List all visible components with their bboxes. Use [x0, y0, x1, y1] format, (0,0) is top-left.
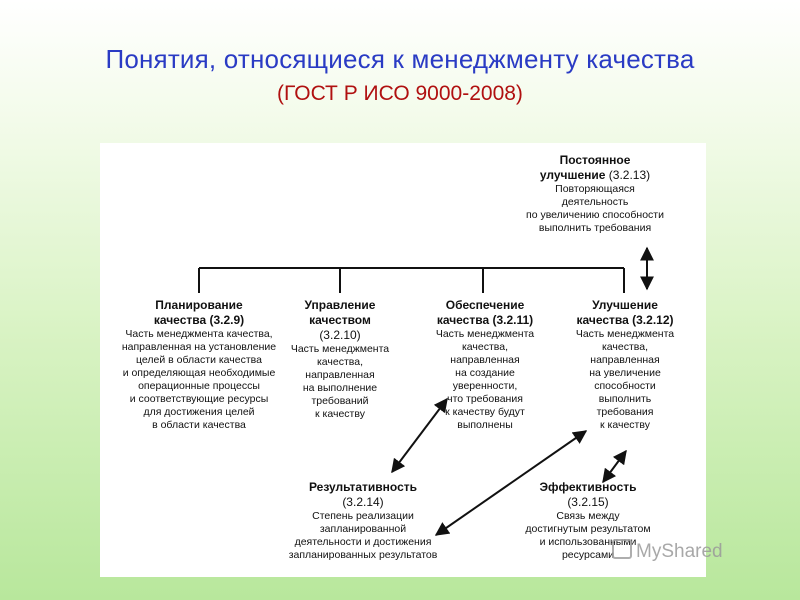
node-quality-control-name-2: качеством	[309, 313, 371, 327]
node-effectiveness-desc-line: Степень реализации	[312, 510, 414, 522]
node-effectiveness	[263, 480, 463, 562]
node-quality-improvement-desc-line: требования	[596, 406, 654, 418]
node-efficiency-desc-line: и использованными	[539, 536, 637, 548]
node-quality-planning-desc-line: направленная на установление	[121, 341, 277, 353]
node-quality-improvement	[562, 298, 688, 432]
node-quality-assurance-name-2: качества	[436, 313, 490, 327]
node-continual-improvement-desc	[490, 183, 700, 235]
node-quality-improvement-desc-line: Часть менеджмента	[575, 328, 675, 340]
node-quality-improvement-desc-line: к качеству	[600, 419, 650, 431]
node-quality-planning-desc-line: целей в области качества	[136, 354, 262, 366]
node-quality-planning-ref: (3.2.9)	[209, 313, 245, 327]
node-quality-control	[290, 298, 390, 421]
node-quality-planning-desc-line: операционные процессы	[138, 380, 260, 392]
node-quality-planning-desc-line: Часть менеджмента качества,	[125, 328, 273, 340]
node-quality-improvement-desc-line: направленная	[590, 354, 660, 366]
node-quality-assurance-desc-line: что требования	[447, 393, 523, 405]
node-efficiency-ref: (3.2.15)	[567, 495, 609, 509]
node-quality-planning-name-2: качества	[153, 313, 207, 327]
node-quality-improvement-desc-line: на увеличение	[589, 367, 661, 379]
node-effectiveness-name: Результативность	[308, 480, 418, 494]
node-continual-improvement-desc-line: выполнить требования	[538, 222, 652, 234]
node-quality-assurance-desc-line: на создание	[455, 367, 515, 379]
watermark	[612, 539, 723, 563]
node-continual-improvement-ref: (3.2.13)	[608, 168, 651, 182]
node-quality-assurance-desc-line: к качеству будут	[445, 406, 525, 418]
node-efficiency-name: Эффективность	[539, 480, 637, 494]
node-quality-control-desc	[290, 343, 390, 421]
watermark-text: MyShared	[636, 541, 723, 562]
node-quality-assurance-desc	[430, 328, 540, 432]
node-quality-planning-desc	[104, 328, 294, 432]
node-quality-improvement-desc	[562, 328, 688, 432]
node-quality-assurance-desc-line: направленная	[450, 354, 520, 366]
node-quality-planning-desc-line: и определяющая необходимые	[122, 367, 276, 379]
slide-subtitle: (ГОСТ Р ИСО 9000-2008)	[277, 82, 523, 105]
node-quality-improvement-name-1: Улучшение	[592, 298, 658, 312]
node-efficiency-desc-line: ресурсами	[561, 549, 615, 561]
node-quality-planning-desc-line: для достижения целей	[143, 406, 255, 418]
arrow-improvement-efficiency	[603, 451, 626, 482]
node-effectiveness-ref: (3.2.14)	[342, 495, 384, 509]
node-continual-improvement-desc-line: деятельность	[561, 196, 629, 208]
node-quality-assurance	[430, 298, 540, 432]
node-quality-control-ref: (3.2.10)	[319, 328, 361, 342]
node-efficiency-desc-line: Связь между	[556, 510, 620, 522]
node-quality-planning-desc-line: в области качества	[152, 419, 246, 431]
node-quality-assurance-ref: (3.2.11)	[492, 313, 534, 327]
node-continual-improvement	[490, 153, 700, 235]
node-quality-improvement-ref: (3.2.12)	[632, 313, 674, 327]
node-quality-assurance-name-1: Обеспечение	[445, 298, 525, 312]
node-continual-improvement-name-2: улучшение	[539, 168, 606, 182]
node-efficiency-desc-line: достигнутым результатом	[525, 523, 651, 535]
node-continual-improvement-desc-line: по увеличению способности	[526, 209, 664, 221]
node-effectiveness-desc	[263, 510, 463, 562]
slide-title: Понятия, относящиеся к менеджменту качества	[105, 44, 695, 74]
node-continual-improvement-desc-line: Повторяющаяся	[555, 183, 635, 195]
node-quality-assurance-desc-line: выполнены	[457, 419, 513, 431]
node-effectiveness-desc-line: запланированной	[319, 523, 407, 535]
node-quality-assurance-desc-line: качества,	[461, 341, 509, 353]
node-quality-control-desc-line: Часть менеджмента	[290, 343, 390, 355]
node-quality-control-desc-line: на выполнение	[302, 382, 378, 394]
node-quality-planning-desc-line: и соответствующие ресурсы	[129, 393, 269, 405]
node-effectiveness-desc-line: деятельности и достижения	[294, 536, 432, 548]
node-quality-assurance-desc-line: Часть менеджмента	[435, 328, 535, 340]
node-quality-improvement-desc-line: выполнить	[598, 393, 652, 405]
node-quality-improvement-desc-line: способности	[594, 380, 656, 392]
node-quality-control-desc-line: качества,	[316, 356, 364, 368]
node-quality-assurance-desc-line: уверенности,	[452, 380, 518, 392]
node-continual-improvement-name-1: Постоянное	[559, 153, 631, 167]
node-quality-control-desc-line: требований	[311, 395, 369, 407]
diagram-panel	[100, 143, 706, 577]
node-quality-planning-name-1: Планирование	[155, 298, 243, 312]
node-quality-improvement-name-2: качества	[576, 313, 629, 327]
node-quality-control-desc-line: к качеству	[315, 408, 365, 420]
watermark-logo-icon	[612, 539, 632, 559]
node-quality-control-desc-line: направленная	[305, 369, 375, 381]
node-effectiveness-desc-line: запланированных результатов	[288, 549, 438, 561]
node-quality-planning	[104, 298, 294, 432]
node-quality-improvement-desc-line: качества,	[601, 341, 649, 353]
node-quality-control-name-1: Управление	[304, 298, 376, 312]
